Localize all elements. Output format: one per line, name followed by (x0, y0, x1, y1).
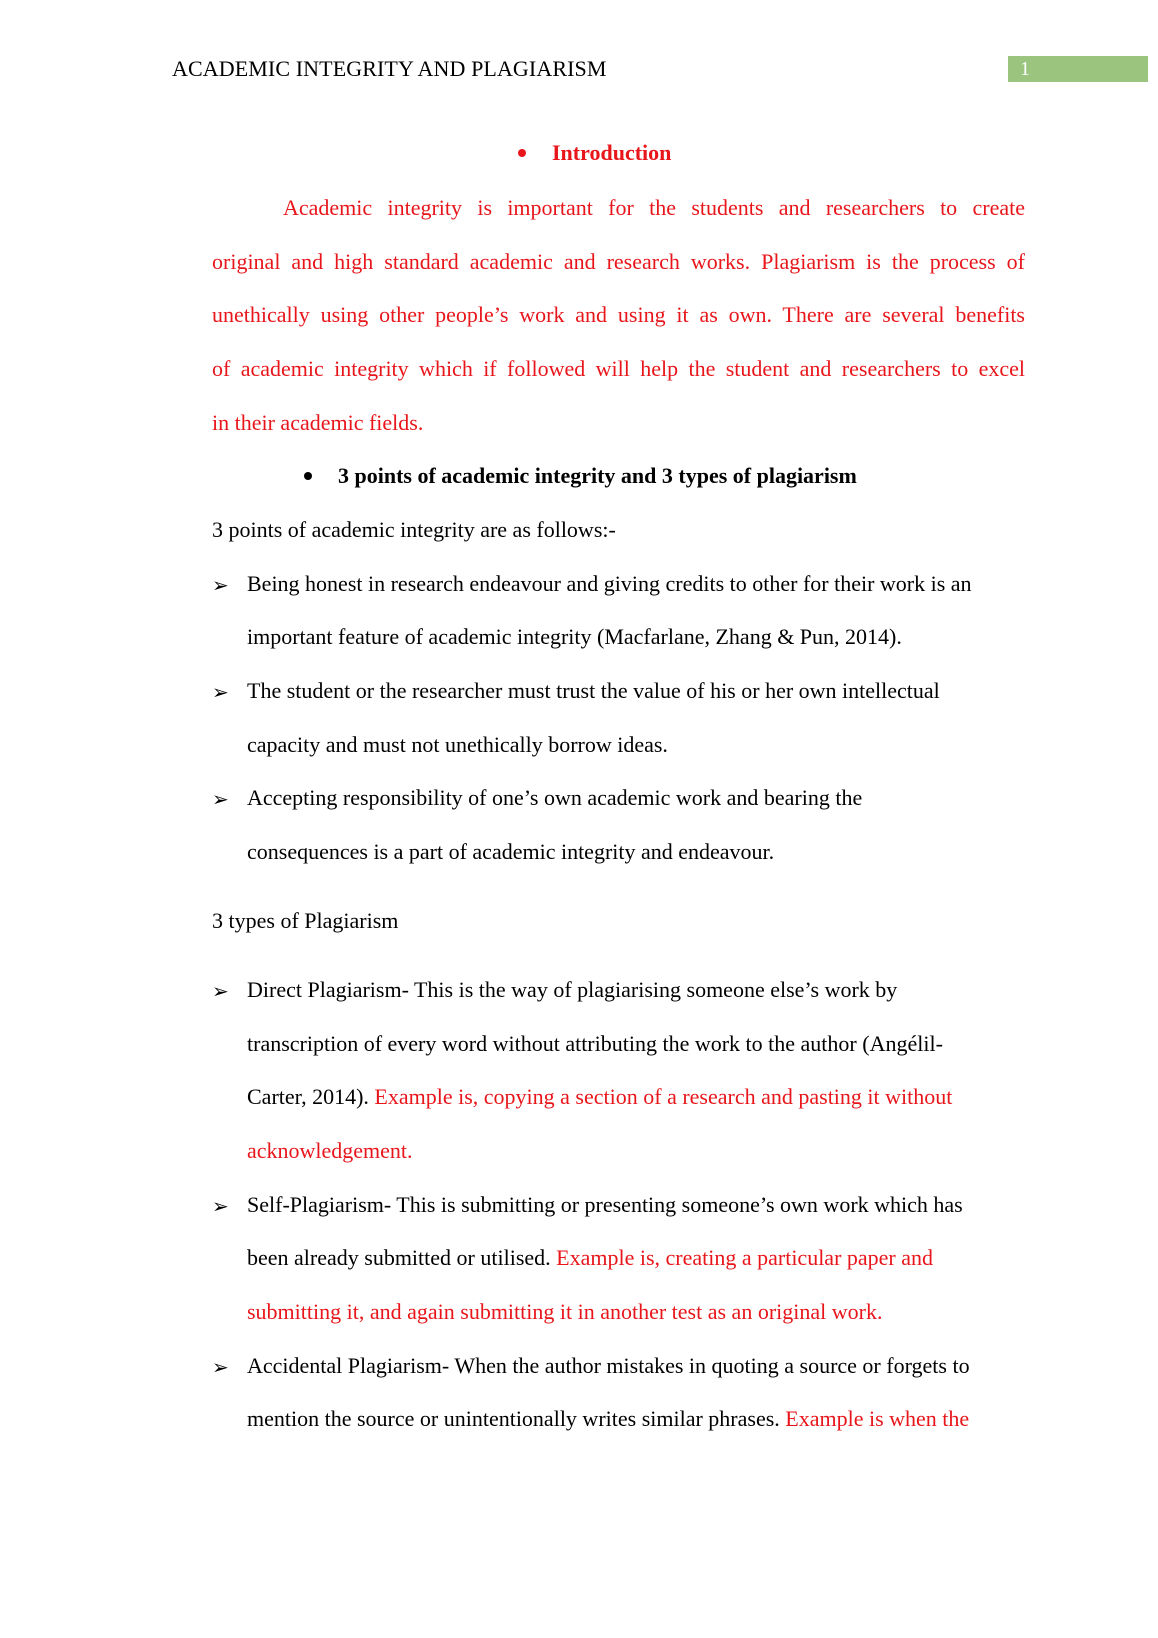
bullet-icon (304, 472, 312, 480)
arrow-bullet-icon: ➢ (212, 981, 229, 1003)
page-number: 1 (1008, 56, 1148, 82)
integrity-item-1-line-1: Being honest in research endeavour and giving credits to other for their work is an (247, 571, 972, 596)
integrity-item-3-line-2: consequences is a part of academic integrity and endeavour. (247, 839, 775, 864)
section-heading-points: 3 points of academic integrity and 3 types of plagiarism (304, 463, 857, 489)
type-direct-line-3: Carter, 2014). Example is, copying a section of a research and pasting it without (247, 1084, 953, 1109)
intro-line-3: unethically using other people’s work and using it as own. There are several benefits (212, 302, 1025, 327)
type-accidental-line-1: Accidental Plagiarism- When the author mistakes in quoting a source or forgets to (247, 1353, 970, 1378)
integrity-item-3-line-1: Accepting responsibility of one’s own academic work and bearing the (247, 785, 863, 810)
arrow-bullet-icon: ➢ (212, 1357, 229, 1379)
type-direct-line-4: acknowledgement. (247, 1138, 413, 1163)
arrow-bullet-icon: ➢ (212, 682, 229, 704)
integrity-item-1-line-2: important feature of academic integrity (Macfarlane, Zhang & Pun, 2014). (247, 624, 902, 649)
running-header: ACADEMIC INTEGRITY AND PLAGIARISM (172, 56, 607, 81)
type-direct-line-2: transcription of every word without attributing the work to the author (Angélil- (247, 1031, 943, 1056)
arrow-bullet-icon: ➢ (212, 789, 229, 811)
intro-line-1: Academic integrity is important for the students and researchers to create (283, 195, 1025, 220)
integrity-item-2-line-1: The student or the researcher must trust the value of his or her own intellectual (247, 678, 940, 703)
type-accidental-line-2: mention the source or unintentionally writes similar phrases. Example is when the (247, 1406, 970, 1431)
arrow-bullet-icon: ➢ (212, 1196, 229, 1218)
type-self-line-2: been already submitted or utilised. Example is, creating a particular paper and (247, 1245, 934, 1270)
type-direct-line-1: Direct Plagiarism- This is the way of plagiarising someone else’s work by (247, 977, 898, 1002)
type-self-line-1: Self-Plagiarism- This is submitting or presenting someone’s own work which has (247, 1192, 963, 1217)
arrow-bullet-icon: ➢ (212, 575, 229, 597)
types-intro: 3 types of Plagiarism (212, 908, 399, 933)
points-intro: 3 points of academic integrity are as follows:- (212, 517, 616, 542)
intro-line-4: of academic integrity which if followed will help the student and researchers to excel (212, 356, 1025, 381)
section-heading-introduction: Introduction (518, 140, 671, 166)
intro-line-5: in their academic fields. (212, 410, 424, 435)
type-self-line-3: submitting it, and again submitting it in another test as an original work. (247, 1299, 883, 1324)
bullet-icon (518, 149, 526, 157)
integrity-item-2-line-2: capacity and must not unethically borrow ideas. (247, 732, 668, 757)
intro-line-2: original and high standard academic and research works. Plagiarism is the process of (212, 249, 1025, 274)
